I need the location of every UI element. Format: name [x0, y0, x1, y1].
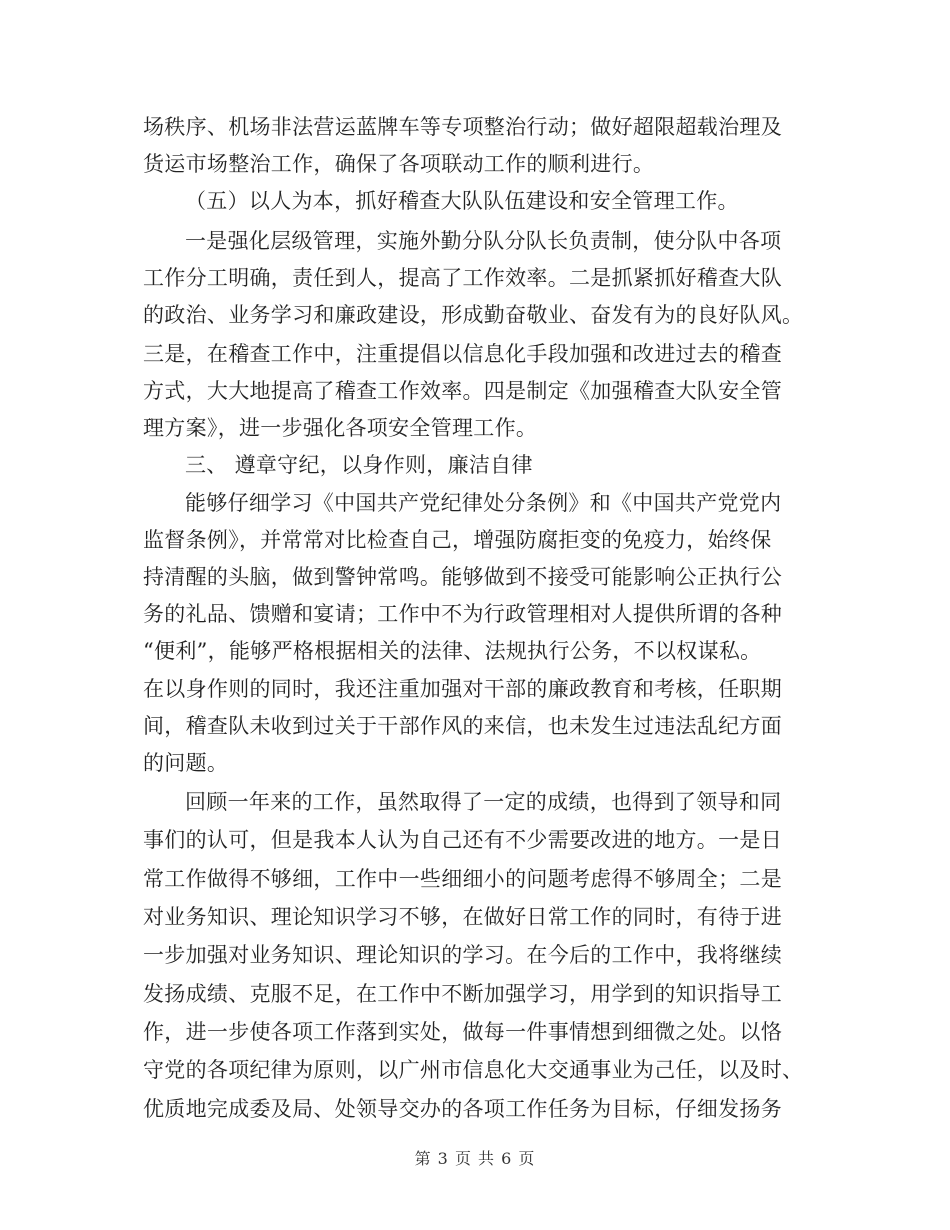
body-text-line: 工作分工明确，责任到人，提高了工作效率。二是抓紧抓好稽查大队 [143, 266, 782, 290]
body-text-line: 方式，大大地提高了稽查工作效率。四是制定《加强稽查大队安全管 [143, 379, 782, 403]
body-text-line: 间，稽查队未收到过关于干部作风的来信，也未发生过违法乱纪方面 [143, 714, 782, 738]
body-text-line: 持清醒的头脑，做到警钟常鸣。能够做到不接受可能影响公正执行公 [143, 565, 782, 589]
section-heading: （五）以人为本，抓好稽查大队队伍建设和安全管理工作。 [185, 189, 739, 213]
body-text-line: 一是强化层级管理，实施外勤分队分队长负责制，使分队中各项 [185, 229, 782, 253]
body-text-line: 的政治、业务学习和廉政建设，形成勤奋敬业、奋发有为的良好队风。 [143, 303, 804, 327]
body-text-line: 守党的各项纪律为原则，以广州市信息化大交通事业为己任，以及时、 [143, 1058, 804, 1082]
body-text-line: 发扬成绩、克服不足，在工作中不断加强学习，用学到的知识指导工 [143, 982, 782, 1006]
body-text-line: 事们的认可，但是我本人认为自己还有不少需要改进的地方。一是日 [143, 828, 782, 852]
body-text-line: 一步加强对业务知识、理论知识的学习。在今后的工作中，我将继续 [143, 943, 782, 967]
body-text-line: 理方案》，进一步强化各项安全管理工作。 [143, 416, 538, 440]
body-text-line: 的问题。 [143, 751, 229, 775]
body-text-line: 三是，在稽查工作中，注重提倡以信息化手段加强和改进过去的稽查 [143, 342, 782, 366]
page-number-footer: 第 3 页 共 6 页 [414, 1149, 536, 1168]
body-text-line: “便利”，能够严格根据相关的法律、法规执行公务，不以权谋私。 [143, 639, 762, 663]
body-text-line: 回顾一年来的工作，虽然取得了一定的成绩，也得到了领导和同 [185, 790, 782, 814]
section-heading: 三、 遵章守纪，以身作则，廉洁自律 [185, 453, 533, 477]
body-text-line: 监督条例》，并常常对比检查自己，增强防腐拒变的免疫力，始终保 [143, 528, 772, 552]
body-text-line: 务的礼品、馈赠和宴请；工作中不为行政管理相对人提供所谓的各种 [143, 602, 782, 626]
body-text-line: 场秩序、机场非法营运蓝牌车等专项整治行动；做好超限超载治理及 [143, 115, 782, 139]
body-text-line: 作，进一步使各项工作落到实处，做每一件事情想到细微之处。以恪 [143, 1020, 782, 1044]
body-text-line: 对业务知识、理论知识学习不够，在做好日常工作的同时，有待于进 [143, 905, 782, 929]
body-text-line: 常工作做得不够细，工作中一些细细小的问题考虑得不够周全；二是 [143, 867, 782, 891]
body-text-line: 优质地完成委及局、处领导交办的各项工作任务为目标，仔细发扬务 [143, 1097, 782, 1121]
body-text-line: 货运市场整治工作，确保了各项联动工作的顺利进行。 [143, 152, 655, 176]
body-text-line: 在以身作则的同时，我还注重加强对干部的廉政教育和考核，任职期 [143, 677, 782, 701]
body-text-line: 能够仔细学习《中国共产党纪律处分条例》和《中国共产党党内 [185, 491, 782, 515]
